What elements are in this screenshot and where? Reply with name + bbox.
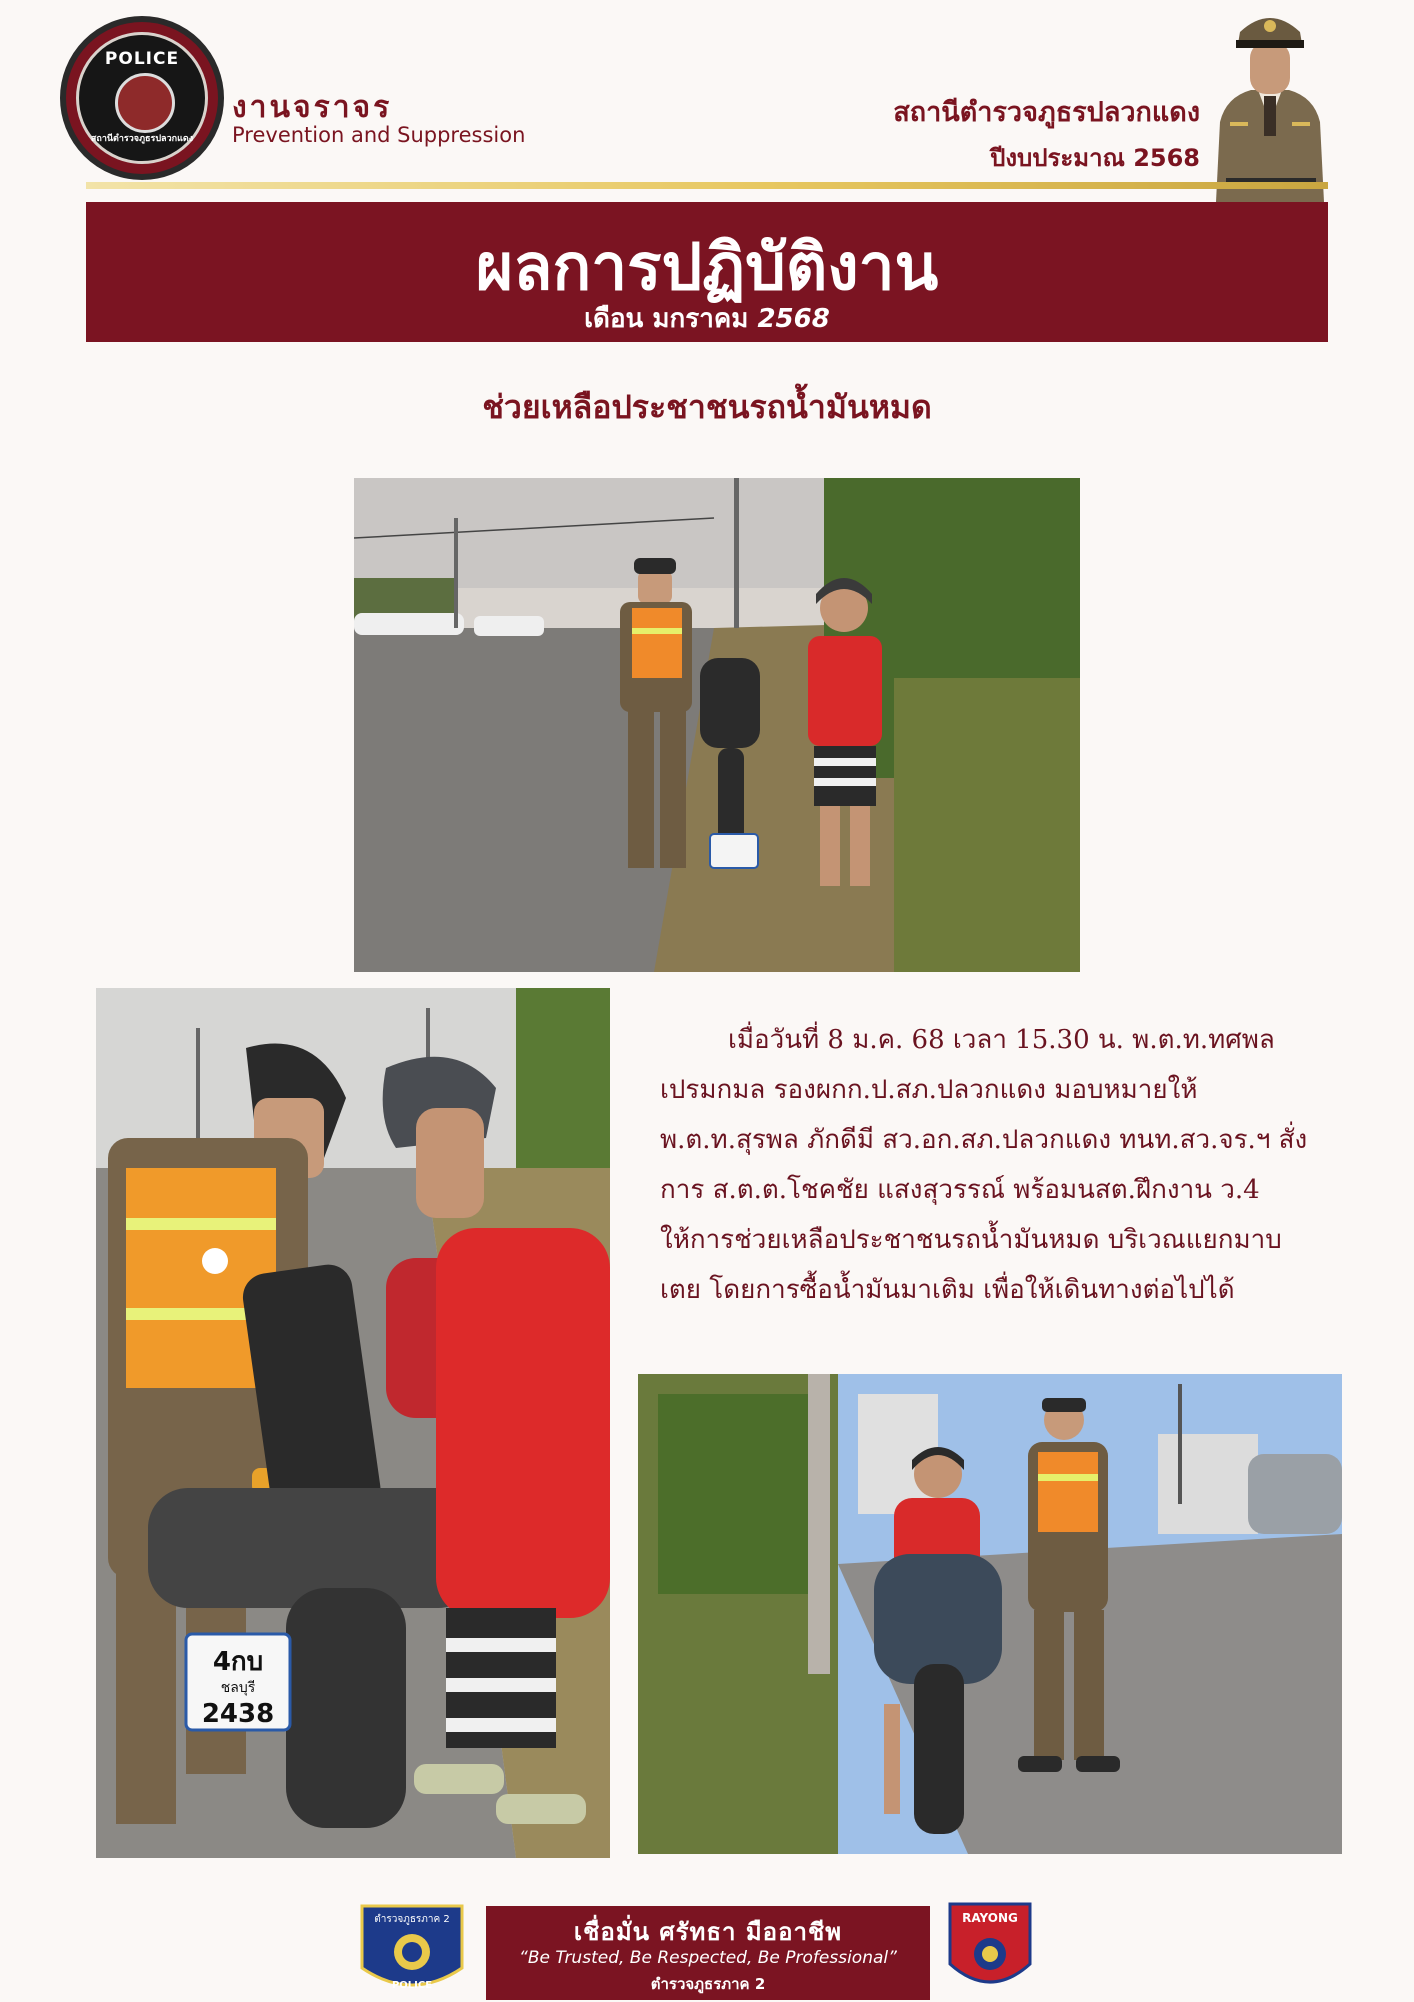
plate-line1: 4กบ [212, 1647, 264, 1677]
photo-officer-with-youth-roadside [354, 478, 1080, 972]
report-description: เมื่อวันที่ 8 ม.ค. 68 เวลา 15.30 น. พ.ต.ท.ทศพล เปรมกมล รองผกก.ป.สภ.ปลวกแดง มอบหมายให้ พ.ต.ท.สุรพล ภักดีมี สว.อก.สภ.ปลวกแดง ทนท.สว.จร.ฯ สั่งการ ส.ต.ต.โชคชัย แสงสุวรรณ์ พร้อมนสต.ฝึกงาน ว.4 ให้การช่วยเหลือประชาชนรถน้ำมันหมด บริเวณแยกมาบเตย โดยการซื้อน้ำมันมาเติม เพื่อให้เดินทางต่อไปได้ [660, 1025, 1308, 1305]
header-divider [86, 182, 1328, 189]
title-banner [86, 202, 1328, 342]
logo-top-text: POLICE [104, 49, 180, 69]
department-thai: งานจราจร [232, 90, 393, 125]
provincial-police-region-2-badge [356, 1902, 468, 1998]
police-logo [60, 16, 224, 180]
photo-refueling-motorbike [96, 988, 610, 1858]
fiscal-year: ปีงบประมาณ 2568 [990, 144, 1200, 172]
police-region: ตำรวจภูธรภาค 2 [650, 1975, 766, 1993]
slogan-english: “Be Trusted, Be Respected, Be Professional” [519, 1948, 897, 1968]
page-title: ผลการปฏิบัติงาน [475, 231, 939, 305]
plate-line3: 2438 [201, 1699, 275, 1729]
month-label: เดือน มกราคม [584, 304, 749, 334]
rayong-provincial-police-badge [946, 1900, 1034, 1998]
report-month [86, 298, 1328, 339]
month-year: 2568 [757, 304, 830, 334]
plate-line2: ชลบุรี [220, 1680, 256, 1696]
footer-slogan-box [486, 1906, 930, 2000]
left-badge-bottom: POLICE [391, 1980, 433, 1991]
police-emblem-icon [115, 73, 175, 133]
station-name: สถานีตำรวจภูธรปลวกแดง [893, 97, 1200, 128]
slogan-thai: เชื่อมั่น ศรัทธา มืออาชีพ [573, 1918, 843, 1946]
right-badge-top: RAYONG [962, 1911, 1018, 1925]
department-english: Prevention and Suppression [232, 123, 526, 147]
photo-officer-and-youth-on-bike [638, 1374, 1342, 1854]
activity-heading: ช่วยเหลือประชาชนรถน้ำมันหมด [482, 388, 932, 426]
left-badge-top: ตำรวจภูธรภาค 2 [374, 1914, 450, 1925]
officer-portrait [1206, 2, 1334, 202]
logo-bottom-text: สถานีตำรวจภูธรปลวกแดง [90, 134, 194, 144]
